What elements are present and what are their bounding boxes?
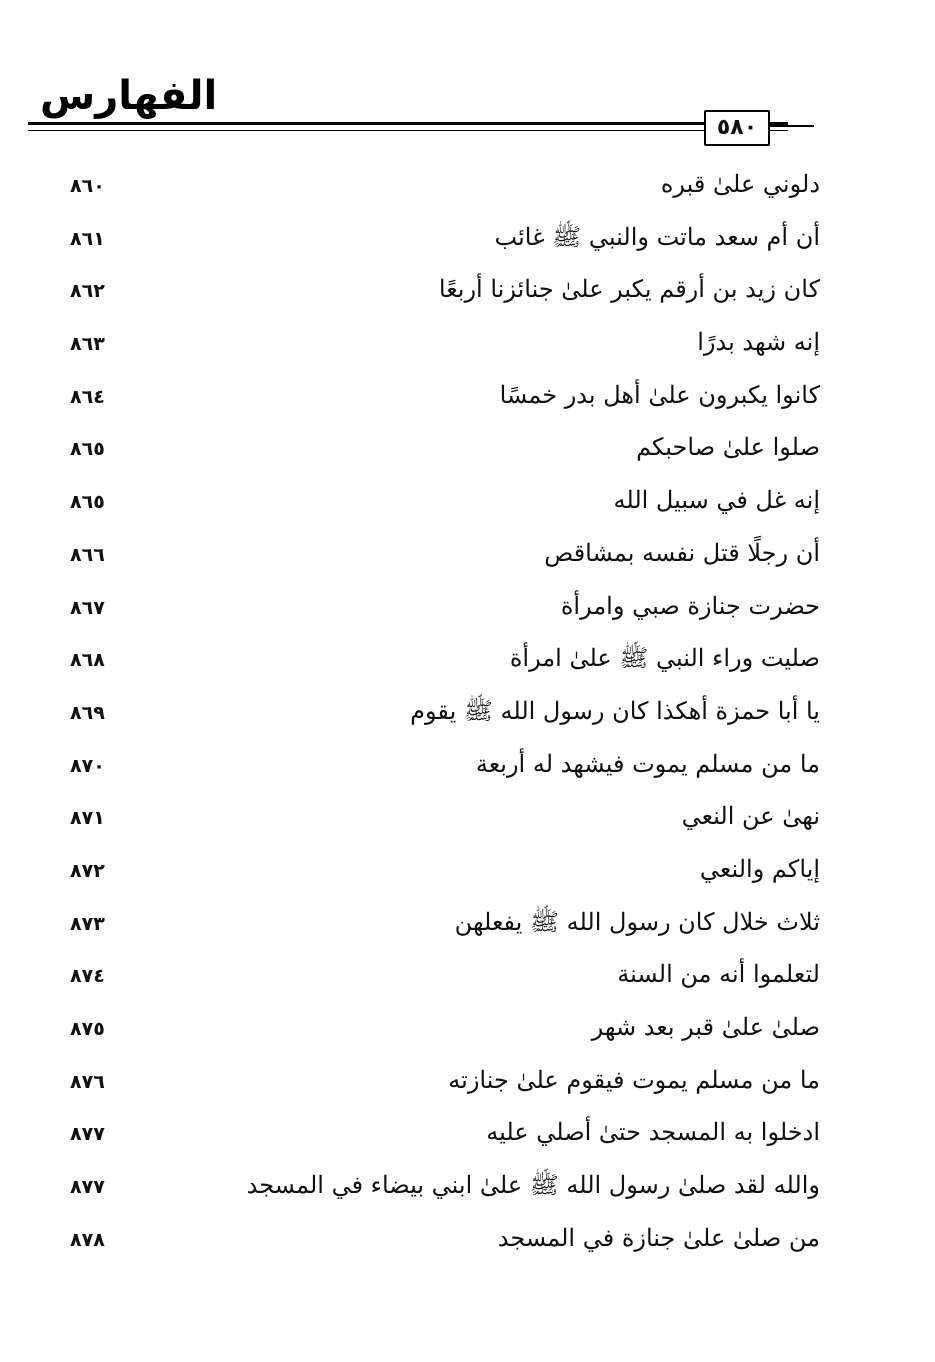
entry-text: من صلىٰ علىٰ جنازة في المسجد: [497, 1223, 820, 1252]
entry-page-number: ٨٦٥: [70, 438, 105, 461]
entry-text: أن أم سعد ماتت والنبي ﷺ غائب: [494, 222, 820, 251]
entry-text: كانوا يكبرون علىٰ أهل بدر خمسًا: [499, 380, 820, 409]
entry-text: ثلاث خلال كان رسول الله ﷺ يفعلهن: [454, 907, 820, 936]
index-entry: [60, 898, 820, 951]
entry-page-number: ٨٦٦: [70, 543, 105, 566]
entry-page-number: ٨٧٧: [70, 1176, 105, 1199]
entry-text: حضرت جنازة صبي وامرأة: [560, 591, 820, 620]
entry-page-number: ٨٧١: [70, 807, 105, 830]
entry-page-number: ٨٦٢: [70, 280, 105, 303]
index-entry: [60, 1003, 820, 1056]
entry-page-number: ٨٧٦: [70, 1070, 105, 1093]
index-entry: [60, 740, 820, 793]
section-title: الفهارس: [40, 73, 218, 119]
header-rule-thick: [28, 122, 788, 125]
index-list: [60, 160, 820, 1266]
index-entry: [60, 265, 820, 318]
index-entry: [60, 476, 820, 529]
entry-text: إنه غل في سبيل الله: [613, 486, 820, 515]
entry-text: صليت وراء النبي ﷺ علىٰ امرأة: [509, 644, 820, 673]
page-header: [28, 70, 828, 150]
entry-text: صلوا علىٰ صاحبكم: [636, 433, 820, 462]
index-entry: [60, 213, 820, 266]
index-entry: [60, 634, 820, 687]
entry-page-number: ٨٧٨: [70, 1228, 105, 1251]
entry-page-number: ٨٧٣: [70, 912, 105, 935]
entry-page-number: ٨٦٠: [70, 175, 105, 197]
entry-page-number: ٨٧٤: [70, 965, 105, 988]
entry-text: كان زيد بن أرقم يكبر علىٰ جنائزنا أربعًا: [438, 275, 820, 304]
entry-text: ادخلوا به المسجد حتىٰ أصلي عليه: [486, 1118, 820, 1147]
entry-text: ما من مسلم يموت فيقوم علىٰ جنازته: [448, 1065, 820, 1094]
index-entry: [60, 371, 820, 424]
header-rule-thin: [28, 130, 788, 131]
page-number: ٥٨٠: [704, 110, 770, 146]
entry-text: دلوني علىٰ قبره: [660, 170, 820, 198]
entry-page-number: ٨٦٧: [70, 596, 105, 619]
entry-page-number: ٨٦٣: [70, 333, 105, 356]
index-entry: [60, 845, 820, 898]
entry-text: ما من مسلم يموت فيشهد له أربعة: [475, 749, 820, 778]
index-entry: [60, 529, 820, 582]
index-entry: [60, 1214, 820, 1267]
index-entry: [60, 950, 820, 1003]
index-entry: [60, 160, 820, 213]
index-entry: [60, 1056, 820, 1109]
entry-page-number: ٨٧٥: [70, 1018, 105, 1040]
entry-text: يا أبا حمزة أهكذا كان رسول الله ﷺ يقوم: [410, 696, 820, 725]
index-entry: [60, 318, 820, 371]
entry-text: صلىٰ علىٰ قبر بعد شهر: [591, 1013, 820, 1041]
entry-text: لتعلموا أنه من السنة: [617, 960, 820, 989]
entry-text: إياكم والنعي: [699, 854, 820, 883]
entry-text: والله لقد صلىٰ رسول الله ﷺ علىٰ ابني بيضاء في المسجد: [246, 1171, 820, 1200]
entry-text: أن رجلًا قتل نفسه بمشاقص: [544, 538, 820, 567]
entry-text: نهىٰ عن النعي: [681, 802, 820, 831]
header-rule-end: [768, 125, 814, 127]
entry-page-number: ٨٦٩: [70, 701, 105, 724]
entry-page-number: ٨٧٠: [70, 754, 105, 777]
index-entry: [60, 687, 820, 740]
index-entry: [60, 1161, 820, 1214]
entry-page-number: ٨٦٤: [70, 385, 105, 408]
index-entry: [60, 423, 820, 476]
entry-page-number: ٨٦٥: [70, 491, 105, 514]
index-entry: [60, 582, 820, 635]
index-entry: [60, 792, 820, 845]
entry-text: إنه شهد بدرًا: [697, 328, 820, 357]
entry-page-number: ٨٧٧: [70, 1123, 105, 1146]
entry-page-number: ٨٦٨: [70, 649, 105, 672]
index-entry: [60, 1108, 820, 1161]
entry-page-number: ٨٧٢: [70, 859, 105, 882]
entry-page-number: ٨٦١: [70, 227, 105, 250]
